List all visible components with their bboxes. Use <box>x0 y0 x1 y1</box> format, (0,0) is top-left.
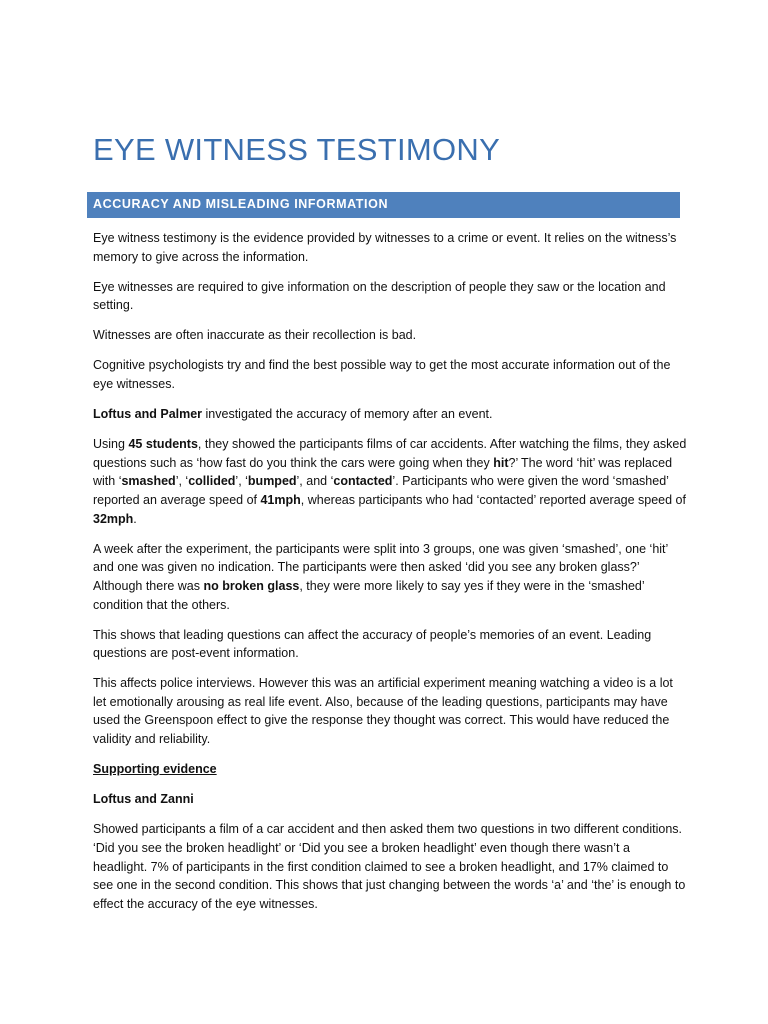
paragraph-loftus-palmer-intro: Loftus and Palmer investigated the accuracy of memory after an event. <box>93 407 493 422</box>
document-title: EYE WITNESS TESTIMONY <box>93 132 501 167</box>
paragraph-loftus-zanni: Showed participants a film of a car accident and then asked them two questions in two different conditions. ‘Did you see the broken headlight’ or ‘Did you see a broken headlight’ even though there wasn’t a headlight. 7% of participants in the first condition claimed to see a broken headlight, and 17% claimed to see one in the second condition. This shows that just changing between the words ‘a’ and ‘the’ is enough to effect the accuracy of the eye witnesses. <box>93 822 686 911</box>
paragraph-leading-questions: This shows that leading questions can affect the accuracy of people’s memories of an event. Leading questions are post-event information. <box>93 627 652 661</box>
section-heading-bar: ACCURACY AND MISLEADING INFORMATION <box>87 192 680 218</box>
paragraph-cognitive-psychologists: Cognitive psychologists try and find the best possible way to get the most accurate information out of the eye witnesses. <box>93 358 671 392</box>
loftus-zanni-heading: Loftus and Zanni <box>93 792 194 807</box>
loftus-palmer-name: Loftus and Palmer <box>93 407 203 422</box>
paragraph-inaccuracy: Witnesses are often inaccurate as their recollection is bad. <box>93 328 417 343</box>
document-body <box>93 229 687 925</box>
paragraph-definition: Eye witness testimony is the evidence provided by witnesses to a crime or event. It relies on the witness’s memory to give across the information. <box>93 231 677 264</box>
supporting-evidence-heading: Supporting evidence <box>93 762 217 777</box>
paragraph-broken-glass: A week after the experiment, the participants were split into 3 groups, one was given ‘smashed’, one ‘hit’ and one was given no indication. The participants were then asked ‘did you see any broken glass?’ Although there was no broken glass, they were more likely to say yes if they were in the ‘smashed’ condition that the others. <box>93 541 668 612</box>
paragraph-study-procedure: Using 45 students, they showed the participants films of car accidents. After watching the films, they asked questions such as ‘how fast do you think the cars were going when they hit?’ The word ‘hit’ was replaced with ‘smashed’, ‘collided’, ‘bumped’, and ‘contacted’. Participants who were given the word ‘smashed’ reported an average speed of 41mph, whereas participants who had ‘contacted’ reported average speed of 32mph. <box>93 437 687 526</box>
paragraph-requirements: Eye witnesses are required to give information on the description of people they saw or the location and setting. <box>93 279 666 313</box>
paragraph-evaluation: This affects police interviews. However this was an artificial experiment meaning watching a video is a lot let emotionally arousing as real life event. Also, because of the leading questions, participants may have used the Greenspoon effect to give the response they thought was correct. This would have reduced the validity and reliability. <box>93 676 673 747</box>
